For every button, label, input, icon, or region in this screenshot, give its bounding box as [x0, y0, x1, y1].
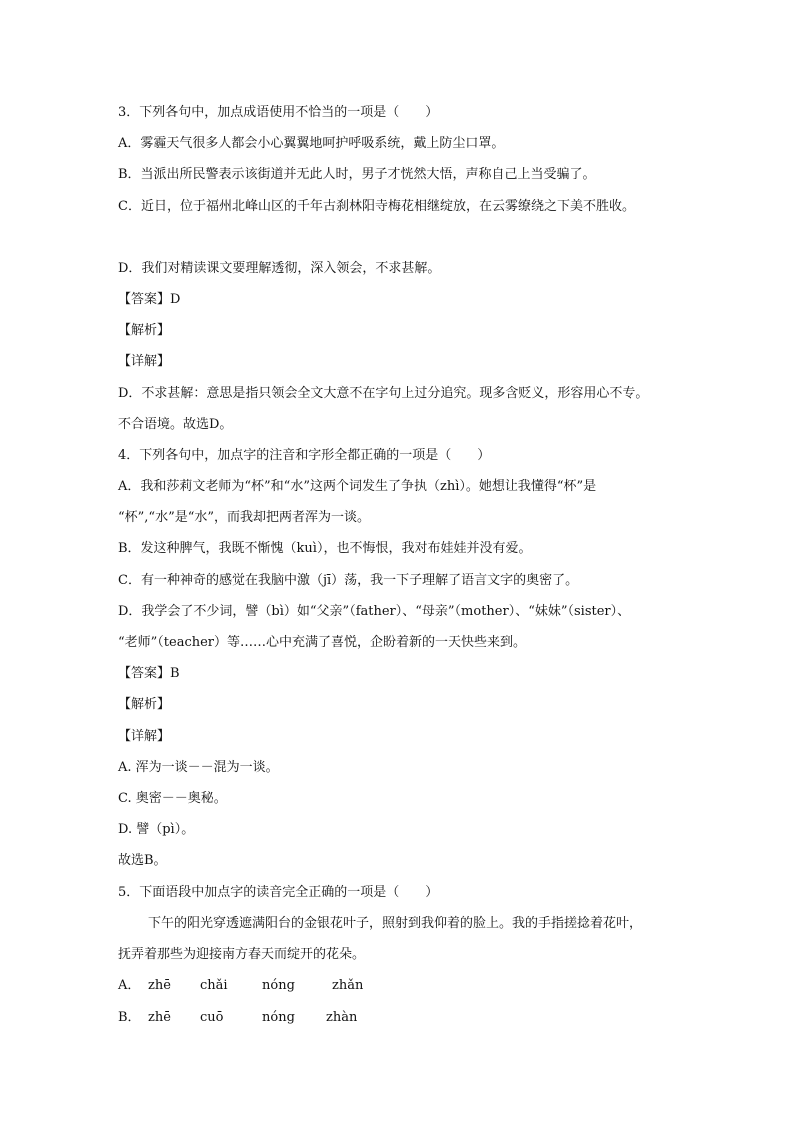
- q4-detail-heading: 【详解】: [118, 729, 171, 744]
- q3-option-c: C．近日，位于福州北峰山区的千年古刹林阳寺梅花相继绽放，在云雾缭绕之下美不胜收。: [118, 199, 635, 214]
- q3-answer: 【答案】D: [118, 292, 181, 307]
- q4-analysis-heading: 【解析】: [118, 697, 171, 712]
- q4-option-b: B．发这种脾气，我既不惭愧（kuì），也不悔恨，我对布娃娃并没有爱。: [118, 541, 532, 556]
- pinyin-3: nóng: [262, 1010, 295, 1025]
- option-label: A．: [118, 978, 141, 993]
- q4-option-d: D．我学会了不少词，譬（bì）如“父亲”（father）、“母亲”（mother）、“妹妹”（sister）、: [118, 604, 631, 619]
- q5-option-a: [118, 977, 694, 995]
- q3-detail-heading: 【详解】: [118, 354, 171, 369]
- option-label: B．: [118, 1010, 141, 1025]
- question-5-stem: 5．下面语段中加点字的读音完全正确的一项是（ ）: [118, 885, 439, 900]
- q4-detail-d: D. 譬（pì）。: [118, 822, 195, 837]
- pinyin-4: zhàn: [326, 1010, 358, 1025]
- q4-detail-c: C. 奥密－－奥秘。: [118, 791, 227, 806]
- pinyin-2: chǎi: [200, 978, 228, 993]
- q3-option-a: A．雾霾天气很多人都会小心翼翼地呵护呼吸系统，戴上防尘口罩。: [118, 136, 505, 151]
- q3-detail-text-cont: 不合语境。故选D。: [118, 417, 233, 432]
- pinyin-2: cuō: [200, 1010, 224, 1025]
- question-4-stem: 4．下列各句中，加点字的注音和字形全都正确的一项是（ ）: [118, 448, 491, 463]
- q4-option-a-cont: “杯”,“水”是“水”，而我却把两者浑为一谈。: [118, 510, 371, 525]
- q4-answer: 【答案】B: [118, 666, 180, 681]
- q4-conclusion: 故选B。: [118, 853, 167, 868]
- q3-option-d: D．我们对精读课文要理解透彻，深入领会，不求甚解。: [118, 261, 441, 276]
- q4-option-d-cont: “老师”（teacher）等……心中充满了喜悦，企盼着新的一天快些来到。: [118, 635, 527, 650]
- q4-option-a: A．我和莎莉文老师为“杯”和“水”这两个词发生了争执（zhì）。她想让我懂得“杯”是: [118, 479, 597, 494]
- q4-detail-a: A. 浑为一谈－－混为一谈。: [118, 760, 279, 775]
- q3-analysis-heading: 【解析】: [118, 323, 171, 338]
- q4-option-c: C．有一种神奇的感觉在我脑中激（jī）荡，我一下子理解了语言文字的奥密了。: [118, 573, 579, 588]
- q3-option-b: B．当派出所民警表示该街道并无此人时，男子才恍然大悟，声称自己上当受骗了。: [118, 167, 596, 182]
- q5-passage-cont: 抚弄着那些为迎接南方春天而绽开的花朵。: [118, 947, 366, 962]
- pinyin-3: nóng: [262, 978, 295, 993]
- pinyin-4: zhǎn: [332, 978, 364, 993]
- q5-option-b: [118, 1009, 694, 1027]
- pinyin-1: zhē: [148, 1010, 171, 1025]
- q5-passage: 下午的阳光穿透遮满阳台的金银花叶子，照射到我仰着的脸上。我的手指搓捻着花叶，: [148, 916, 643, 931]
- pinyin-1: zhē: [148, 978, 171, 993]
- question-3-stem: 3．下列各句中，加点成语使用不恰当的一项是（ ）: [118, 105, 439, 120]
- q3-detail-text: D．不求甚解：意思是指只领会全文大意不在字句上过分追究。现多含贬义，形容用心不专。: [118, 386, 649, 401]
